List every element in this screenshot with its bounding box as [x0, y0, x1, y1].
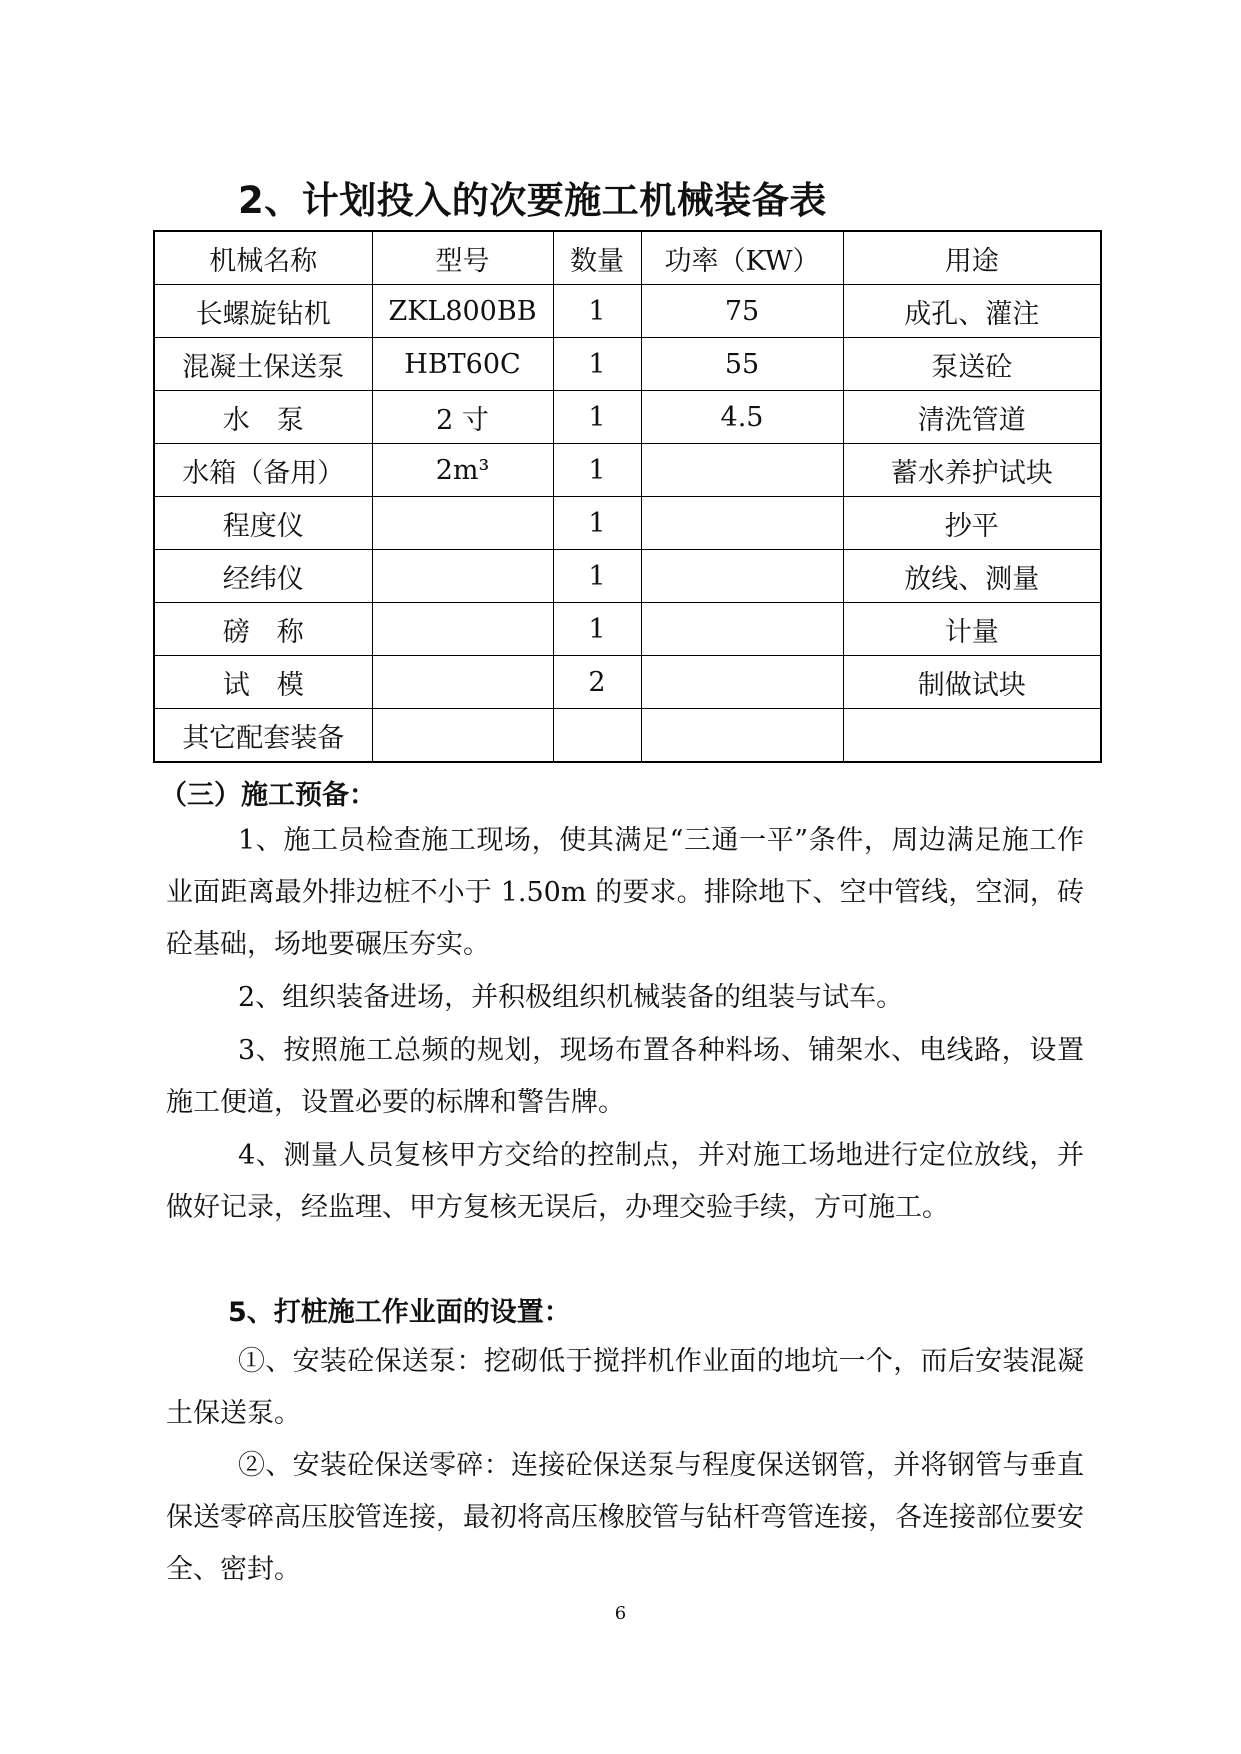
paragraph-2: 2、组织装备进场，并积极组织机械装备的组装与试车。: [238, 982, 904, 1013]
paragraph-5: ①、安装砼保送泵：挖砌低于搅拌机作业面的地坑一个，而后安装混凝土保送泵。: [166, 1346, 1084, 1429]
cell-quantity: 2: [553, 656, 641, 709]
cell-usage: 抄平: [843, 497, 1101, 550]
cell-power: [641, 444, 843, 497]
paragraph-1: 1、施工员检查施工现场，使其满足“三通一平”条件，周边满足施工作业面距离最外排边桩不小于 1.50m 的要求。排除地下、空中管线，空洞，砖砼基础，场地要碾压夯实。: [166, 825, 1084, 960]
cell-usage: 成孔、灌注: [843, 285, 1101, 338]
cell-name: 其它配套装备: [154, 709, 372, 763]
cell-usage: 制做试块: [843, 656, 1101, 709]
cell-quantity: 1: [553, 391, 641, 444]
cell-quantity: [553, 709, 641, 763]
table-title: 2、计划投入的次要施工机械装备表: [238, 179, 827, 222]
page-number: 6: [614, 1603, 627, 1624]
table-row: [154, 338, 1101, 391]
cell-usage: [843, 709, 1101, 763]
cell-quantity: 1: [553, 285, 641, 338]
cell-power: [641, 603, 843, 656]
cell-model: [372, 550, 553, 603]
equipment-table: [153, 230, 1102, 763]
paragraph-6: ②、安装砼保送零碎：连接砼保送泵与程度保送钢管，并将钢管与垂直保送零碎高压胶管连接，最初将高压橡胶管与钻杆弯管连接，各连接部位要安全、密封。: [166, 1450, 1084, 1585]
cell-power: [641, 709, 843, 763]
cell-quantity: 1: [553, 550, 641, 603]
table-row: [154, 497, 1101, 550]
header-power: 功率（KW）: [641, 231, 843, 285]
cell-name: 程度仪: [154, 497, 372, 550]
paragraph-3: 3、按照施工总频的规划，现场布置各种料场、铺架水、电线路，设置施工便道，设置必要的标牌和警告牌。: [166, 1035, 1084, 1118]
cell-name: 经纬仪: [154, 550, 372, 603]
cell-power: 4.5: [641, 391, 843, 444]
cell-model: 2 寸: [372, 391, 553, 444]
cell-usage: 泵送砼: [843, 338, 1101, 391]
header-model: 型号: [372, 231, 553, 285]
table-row: [154, 391, 1101, 444]
cell-name: 试 模: [154, 656, 372, 709]
cell-power: 75: [641, 285, 843, 338]
cell-name: 水箱（备用）: [154, 444, 372, 497]
cell-model: ZKL800BB: [372, 285, 553, 338]
cell-power: [641, 656, 843, 709]
cell-model: [372, 603, 553, 656]
cell-quantity: 1: [553, 603, 641, 656]
cell-usage: 清洗管道: [843, 391, 1101, 444]
cell-name: 磅 称: [154, 603, 372, 656]
cell-usage: 放线、测量: [843, 550, 1101, 603]
table-row: [154, 550, 1101, 603]
table-row: [154, 285, 1101, 338]
header-name: 机械名称: [154, 231, 372, 285]
section-heading-preparation: （三）施工预备：: [160, 780, 376, 811]
cell-model: [372, 709, 553, 763]
table-row: [154, 444, 1101, 497]
cell-model: [372, 656, 553, 709]
cell-name: 长螺旋钻机: [154, 285, 372, 338]
cell-power: [641, 497, 843, 550]
cell-name: 混凝土保送泵: [154, 338, 372, 391]
cell-quantity: 1: [553, 497, 641, 550]
table-row: [154, 709, 1101, 763]
section-heading-piling: 5、打桩施工作业面的设置：: [228, 1297, 571, 1328]
cell-usage: 蓄水养护试块: [843, 444, 1101, 497]
table-row: [154, 603, 1101, 656]
header-quantity: 数量: [553, 231, 641, 285]
cell-name: 水 泵: [154, 391, 372, 444]
cell-model: 2m³: [372, 444, 553, 497]
cell-model: [372, 497, 553, 550]
cell-quantity: 1: [553, 338, 641, 391]
cell-model: HBT60C: [372, 338, 553, 391]
paragraph-4: 4、测量人员复核甲方交给的控制点，并对施工场地进行定位放线，并做好记录，经监理、甲方复核无误后，办理交验手续，方可施工。: [166, 1140, 1084, 1223]
cell-quantity: 1: [553, 444, 641, 497]
cell-usage: 计量: [843, 603, 1101, 656]
header-usage: 用途: [843, 231, 1101, 285]
table-row: [154, 656, 1101, 709]
table-header-row: [154, 231, 1101, 285]
cell-power: [641, 550, 843, 603]
cell-power: 55: [641, 338, 843, 391]
